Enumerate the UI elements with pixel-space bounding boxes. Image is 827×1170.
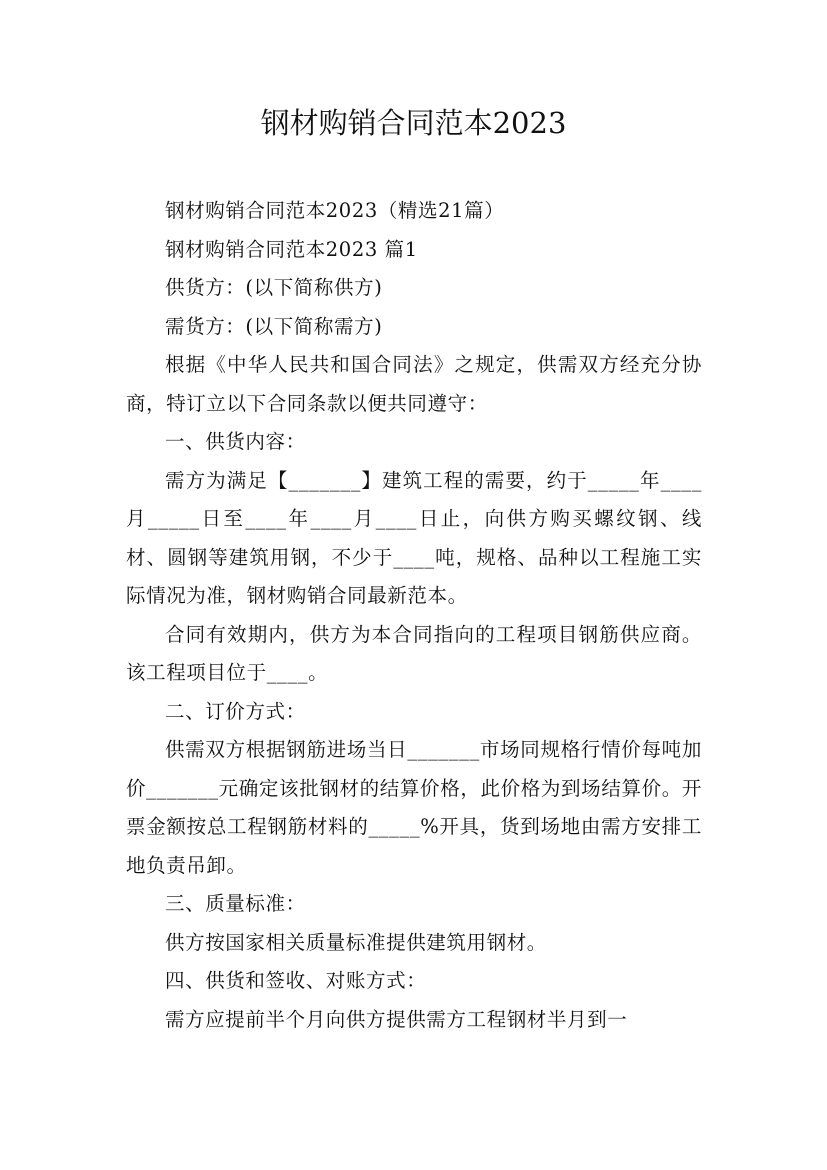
- document-title: 钢材购销合同范本2023: [260, 106, 567, 140]
- paragraph-validity: 合同有效期内，供方为本合同指向的工程项目钢筋供应商。该工程项目位于____。: [126, 622, 702, 684]
- clause-heading-pricing: 二、订价方式：: [165, 699, 306, 723]
- paragraph-preamble: 根据《中华人民共和国合同法》之规定，供需双方经充分协商，特订立以下合同条款以便共同遵守：: [126, 353, 702, 415]
- clause-heading-delivery: 四、供货和签收、对账方式：: [165, 969, 427, 992]
- document-body: [126, 192, 702, 1039]
- paragraph-pricing: 供需双方根据钢筋进场当日_______市场同规格行情价每吨加价_______元确定该批钢材的结算价格，此价格为到场结算价。开票金额按总工程钢筋材料的_____%开具，货到场地由需方安排工地负责吊卸。: [126, 738, 702, 877]
- paragraph-section-heading: 钢材购销合同范本2023 篇1: [165, 237, 418, 261]
- paragraph-delivery: 需方应提前半个月向供方提供需方工程钢材半月到一: [165, 1007, 628, 1031]
- clause-heading-supply-content: 一、供货内容：: [165, 430, 306, 453]
- paragraph-subtitle: 钢材购销合同范本2023（精选21篇）: [165, 199, 505, 222]
- paragraph-supply-content: 需方为满足【_______】建筑工程的需要，约于_____年____月_____日至____年____月____日止，向供方购买螺纹钢、线材、圆钢等建筑用钢，不少于____吨，规格、品种以工程施工实际情况为准，钢材购销合同最新范本。: [126, 468, 702, 607]
- paragraph-quality: 供方按国家相关质量标准提供建筑用钢材。: [165, 930, 547, 954]
- paragraph-buyer: 需货方：(以下简称需方): [165, 314, 383, 338]
- clause-heading-quality: 三、质量标准：: [165, 892, 306, 915]
- paragraph-supplier: 供货方：(以下简称供方): [165, 276, 383, 299]
